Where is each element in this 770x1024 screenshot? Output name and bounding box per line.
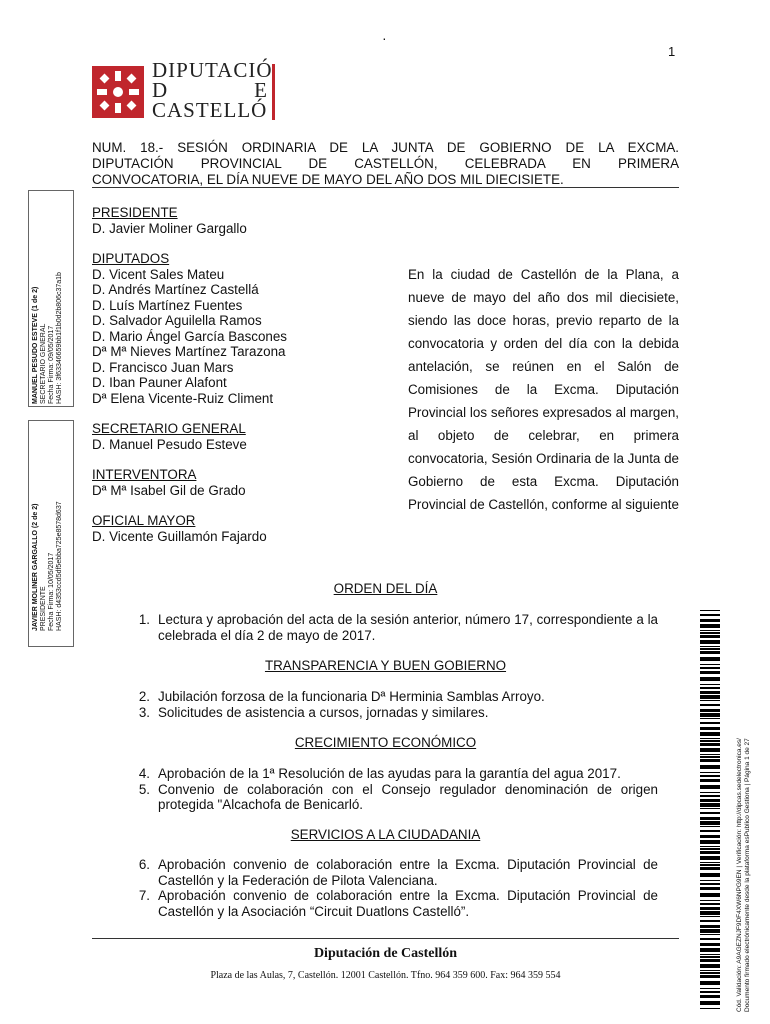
item-number: 4. bbox=[138, 766, 150, 781]
document-title bbox=[92, 140, 679, 188]
signature-2-name: JAVIER MOLINER GARGALLO (2 de 2) bbox=[32, 503, 39, 631]
diputado-item: Dª Mª Nieves Martínez Tarazona bbox=[92, 344, 286, 359]
signature-1-name: MANUEL PESUDO ESTEVE (1 de 2) bbox=[32, 286, 39, 404]
signature-block-2 bbox=[28, 420, 74, 647]
section-heading-transparencia: TRANSPARENCIA Y BUEN GOBIERNO bbox=[264, 658, 507, 673]
section-heading-crecimiento: CRECIMIENTO ECONÓMICO bbox=[294, 735, 477, 750]
secretario-name: D. Manuel Pesudo Esteve bbox=[92, 436, 247, 452]
logo-wordmark bbox=[152, 60, 272, 120]
secretario-label: SECRETARIO GENERAL bbox=[92, 421, 246, 436]
diputado-item: D. Andrés Martínez Castellá bbox=[92, 282, 259, 297]
signature-1-role: SECRETARIO GENERAL bbox=[40, 323, 47, 404]
item-number: 3. bbox=[138, 704, 150, 720]
footer-divider bbox=[92, 938, 679, 939]
item-number: 2. bbox=[138, 689, 150, 704]
signature-2-hash: HASH: d4353ccd5df5ebba725e8578d637 bbox=[56, 501, 63, 631]
item-text: Convenio de colaboración con el Consejo regulador denominación de origen protegida "Alcachofa de Benicarló. bbox=[158, 781, 658, 812]
verification-line-1: Cód. Validación: A9AGEZNJF9DF4XW6NPG9EN | Verificación: http://dipcas.sedelectronica.es/ bbox=[736, 738, 743, 1012]
orden-heading: ORDEN DEL DÍA bbox=[333, 581, 438, 596]
item-number: 6. bbox=[138, 857, 150, 872]
presidente-label: PRESIDENTE bbox=[92, 205, 178, 220]
signature-2-role: PRESIDENTE bbox=[40, 586, 47, 631]
attendees-list bbox=[92, 205, 392, 544]
verification-text bbox=[736, 738, 752, 1012]
item-text: Solicitudes de asistencia a cursos, jornadas y similares. bbox=[158, 704, 489, 720]
oficial-name: D. Vicente Guillamón Fajardo bbox=[92, 528, 267, 544]
item-number: 5. bbox=[138, 781, 150, 797]
diputados-label: DIPUTADOS bbox=[92, 251, 170, 266]
interventora-label: INTERVENTORA bbox=[92, 467, 197, 482]
diputado-item: Dª Elena Vicente-Ruiz Climent bbox=[92, 390, 274, 406]
diputado-item: D. Francisco Juan Mars bbox=[92, 359, 234, 375]
title-line-2: DIPUTACIÓN PROVINCIAL DE CASTELLÓN, CELEBRADA EN PRIMERA bbox=[92, 156, 679, 171]
item-text: Aprobación convenio de colaboración entre la Excma. Diputación Provincial de Castellón y la Federación de Pilota Valenciana. bbox=[158, 857, 658, 888]
section-heading-servicios: SERVICIOS A LA CIUDADANIA bbox=[290, 827, 481, 842]
signature-2-date: Fecha Firma: 10/05/2017 bbox=[48, 552, 55, 631]
presidente-name: D. Javier Moliner Gargallo bbox=[92, 220, 247, 236]
verification-line-2: Documento firmado electrónicamente desde la plataforma esPublico Gestiona | Página 1 de 27 bbox=[744, 738, 751, 1012]
signature-1-hash: HASH: 3f63346659bb1f1b0d2b806c37a1b bbox=[56, 272, 63, 404]
logo-line-2-left: D bbox=[152, 78, 169, 102]
signature-1-date: Fecha Firma: 09/05/2017 bbox=[48, 325, 55, 404]
signature-1-text bbox=[32, 272, 64, 404]
title-divider bbox=[92, 187, 679, 188]
orden-items-2-3 bbox=[92, 689, 658, 720]
footer-address: Plaza de las Aulas, 7, Castellón. 12001 Castellón. Tfno. 964 359 600. Fax: 964 359 554 bbox=[210, 970, 561, 981]
logo-line-2 bbox=[152, 80, 268, 100]
diputacio-logo-icon bbox=[92, 66, 144, 118]
page-number: 1 bbox=[668, 44, 676, 59]
signature-block-1 bbox=[28, 190, 74, 407]
oficial-label: OFICIAL MAYOR bbox=[92, 513, 196, 528]
title-line-3: CONVOCATORIA, EL DÍA NUEVE DE MAYO DEL AÑO DOS MIL DIECISIETE. bbox=[92, 172, 564, 187]
item-number: 7. bbox=[138, 888, 150, 903]
diputado-item: D. Vicent Sales Mateu bbox=[92, 266, 225, 282]
orden-items-6-7 bbox=[92, 857, 658, 919]
logo-line-3: CASTELLÓ bbox=[152, 98, 268, 122]
orden-items-4-5 bbox=[92, 766, 658, 813]
item-text: Jubilación forzosa de la funcionaria Dª Herminia Samblas Arroyo. bbox=[158, 689, 545, 704]
diputado-item: D. Luís Martínez Fuentes bbox=[92, 297, 243, 313]
barcode-icon bbox=[700, 610, 720, 1010]
item-number: 1. bbox=[138, 612, 150, 627]
item-text: Aprobación convenio de colaboración entre la Excma. Diputación Provincial de Castellón y la Asociación “Circuit Duatlons Castelló”. bbox=[158, 888, 658, 919]
title-line-1: NUM. 18.- SESIÓN ORDINARIA DE LA JUNTA DE GOBIERNO DE LA EXCMA. bbox=[92, 140, 679, 155]
item-text: Aprobación de la 1ª Resolución de las ayudas para la garantía del agua 2017. bbox=[158, 766, 621, 781]
logo-line-2-right: E bbox=[254, 78, 268, 102]
interventora-name: Dª Mª Isabel Gil de Grado bbox=[92, 482, 246, 498]
top-mark: · bbox=[382, 30, 387, 46]
orden-item-1 bbox=[92, 612, 658, 643]
diputado-item: D. Iban Pauner Alafont bbox=[92, 375, 227, 390]
intro-paragraph: En la ciudad de Castellón de la Plana, a nueve de mayo del año dos mil diecisiete, siendo las doce horas, previo reparto de la convocatoria y orden del día con la debida antelación, se reúnen en el Salón de Comisiones de la Excma. Diputación Provincial los señores expresados al margen, al objeto de celebrar, en primera convocatoria, Sesión Ordinaria de la Junta de Gobierno de esta Excma. Diputación Provincial de Castellón, conforme al siguiente bbox=[408, 267, 679, 512]
diputado-item: D. Salvador Aguilella Ramos bbox=[92, 313, 262, 328]
footer-institution: Diputación de Castellón bbox=[313, 946, 458, 961]
diputado-item: D. Mario Ángel García Bascones bbox=[92, 328, 287, 344]
logo-line-1: DIPUTACIÓ bbox=[152, 58, 273, 82]
item-text: Lectura y aprobación del acta de la sesión anterior, número 17, correspondiente a la celebrada el día 2 de mayo de 2017. bbox=[158, 612, 658, 643]
logo-accent-bar bbox=[272, 64, 275, 120]
signature-2-text bbox=[32, 501, 64, 631]
